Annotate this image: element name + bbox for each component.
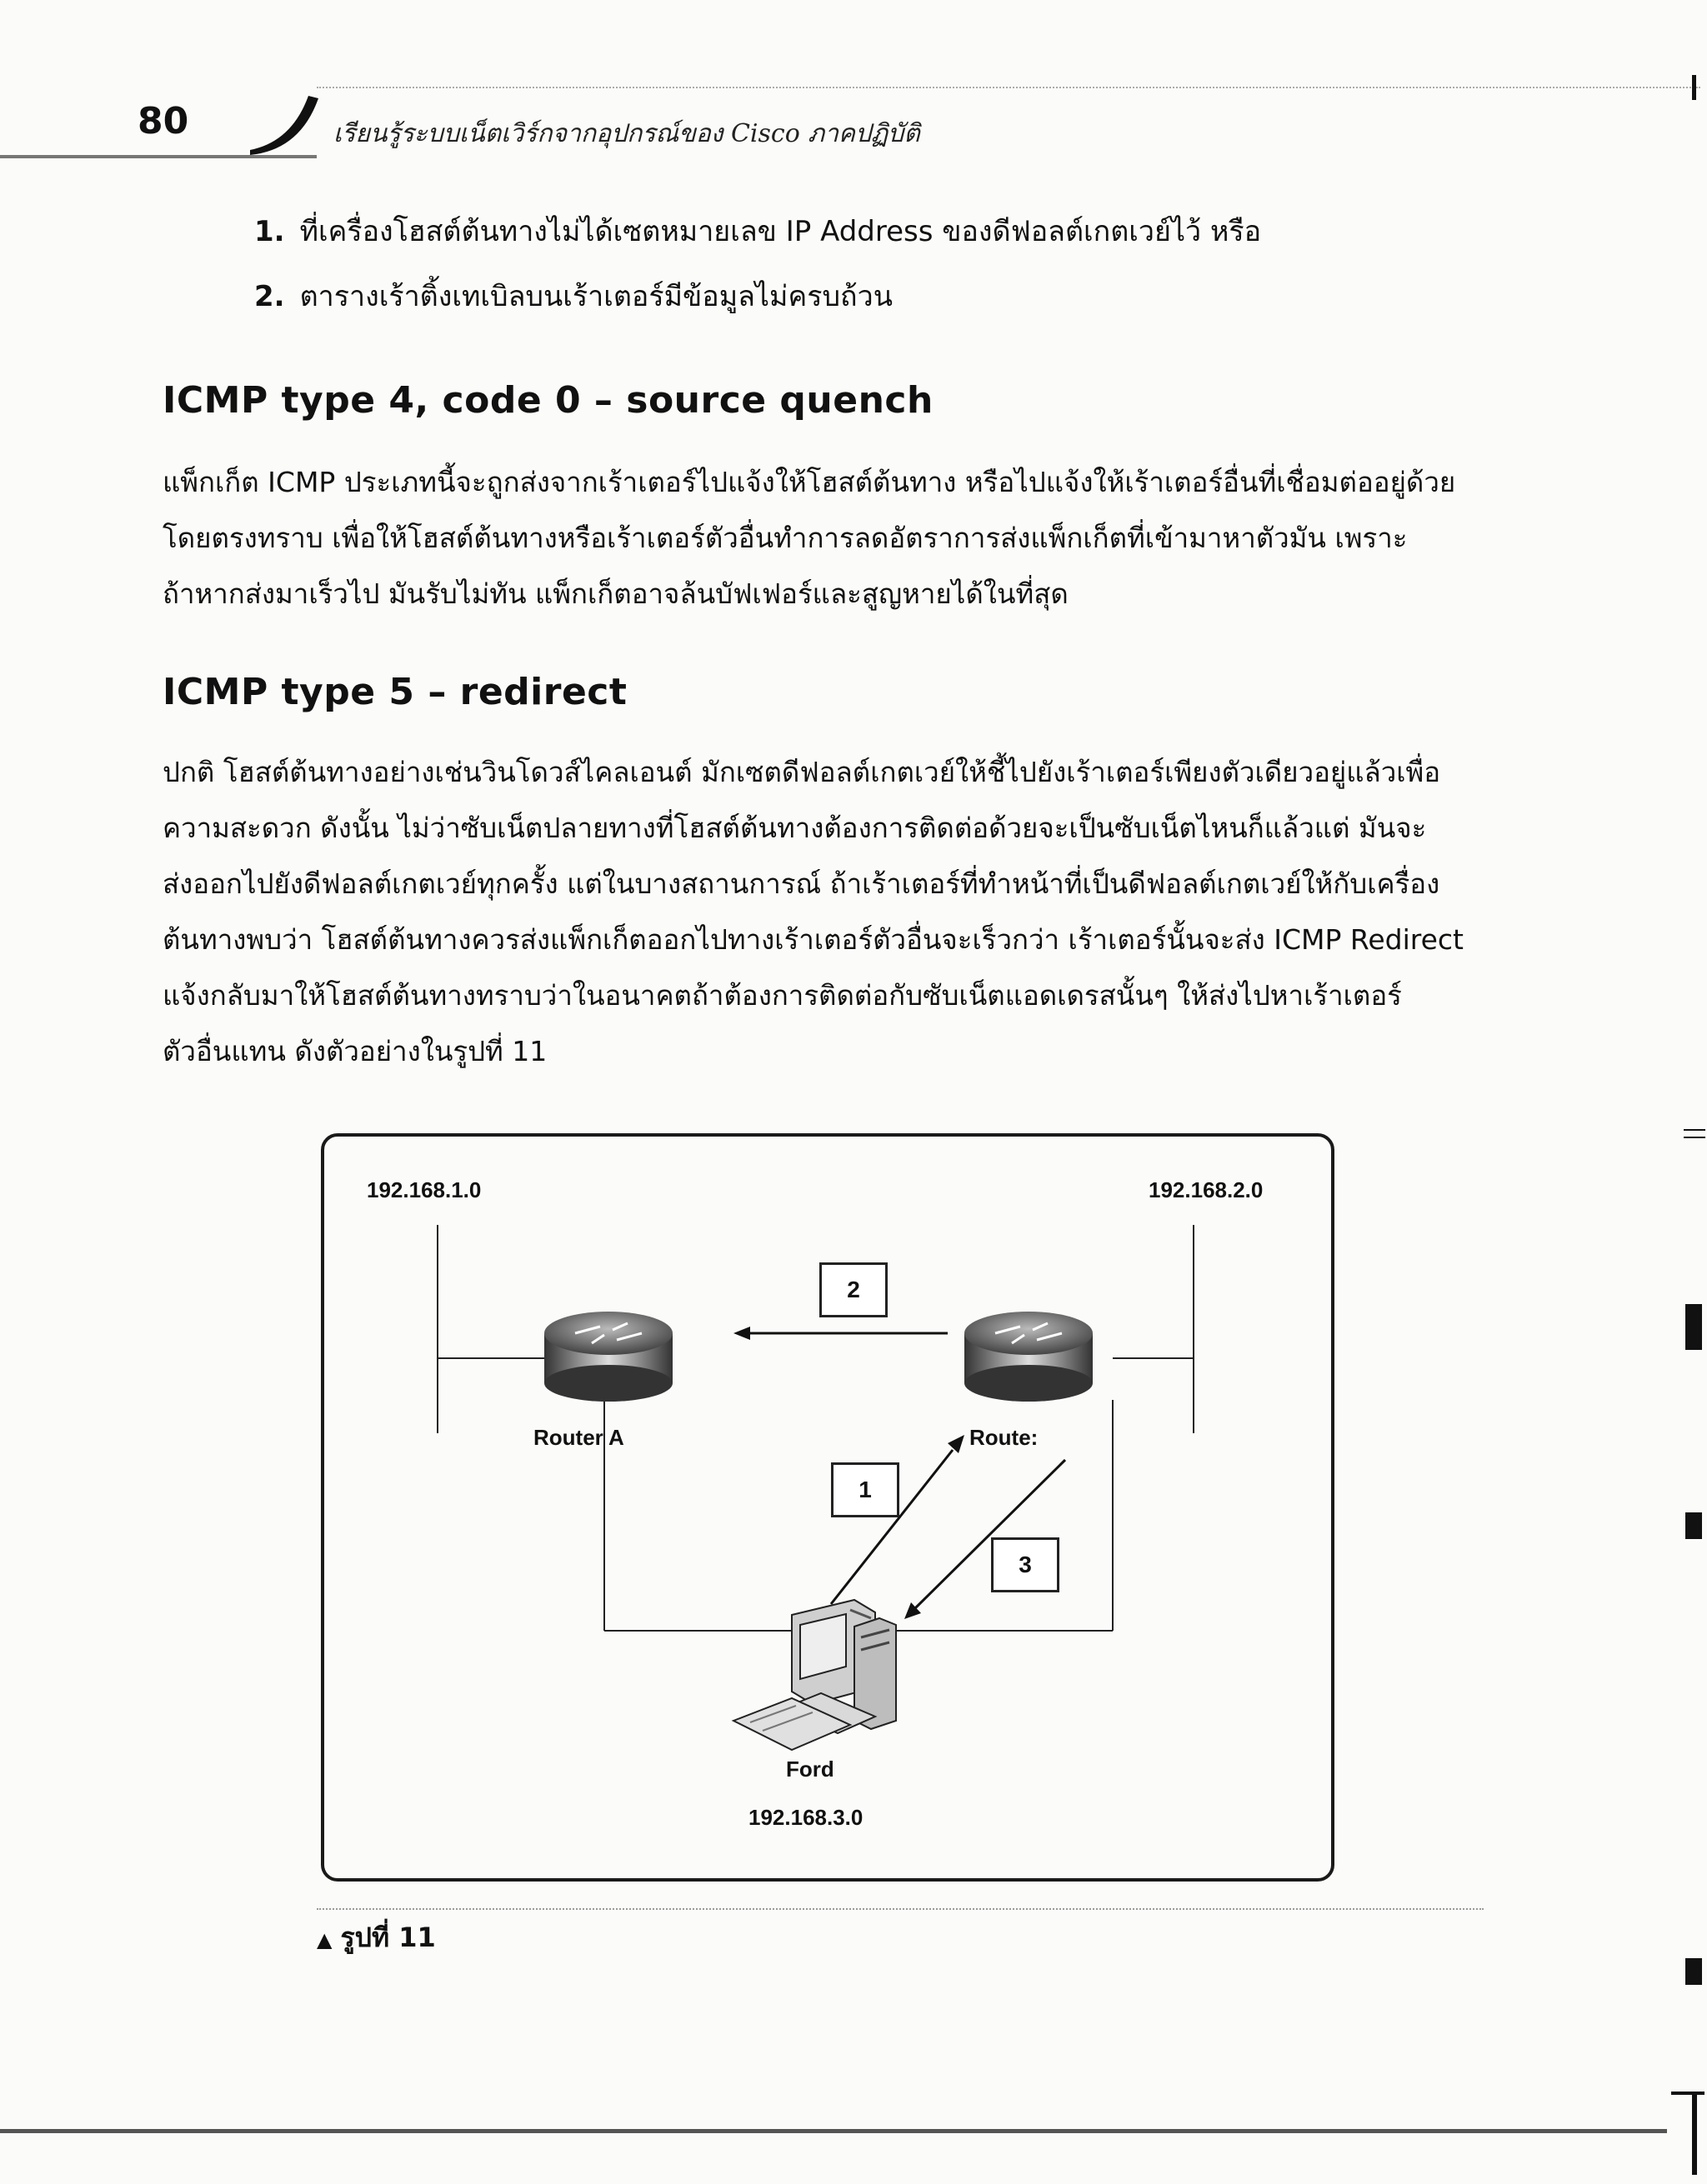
paragraph-line: ปกติ โฮสต์ต้นทางอย่างเช่นวินโดวส์ไคลเอนต์ มักเซตดีฟอลต์เกตเวย์ให้ชี้ไปยังเร้าเตอร์เพียงตัวเดียวอยู่แล้วเพื่อ — [163, 756, 1441, 788]
paragraph-line: แจ้งกลับมาให้โฮสต์ต้นทางทราบว่าในอนาคตถ้าต้องการติดต่อกับซับเน็ตแอดเดรสนั้นๆ ให้ส่งไปหาเร้าเตอร์ — [163, 979, 1402, 1012]
router-a-icon — [544, 1312, 673, 1402]
header-dotted-rule — [317, 87, 1700, 88]
host-label: Ford — [786, 1757, 834, 1782]
paragraph-line: ส่งออกไปยังดีฟอลต์เกตเวย์ทุกครั้ง แต่ในบางสถานการณ์ ถ้าเร้าเตอร์ที่ทำหน้าที่เป็นดีฟอลต์เกตเวย์ให้กับเครื่อง — [163, 867, 1440, 900]
paragraph-line: ความสะดวก ดังนั้น ไม่ว่าซับเน็ตปลายทางที่โฮสต์ต้นทางต้องการติดต่อด้วยจะเป็นซับเน็ตไหนก็แล้วแต่ มันจะ — [163, 812, 1427, 844]
margin-mark — [1684, 1129, 1705, 1131]
section-heading-redirect: ICMP type 5 – redirect — [163, 671, 628, 713]
router-b-icon — [964, 1312, 1093, 1402]
page-number: 80 — [138, 100, 189, 142]
list-text: ตารางเร้าติ้งเทเบิลบนเร้าเตอร์มีข้อมูลไม่ครบถ้วน — [299, 280, 893, 313]
header-swoosh-icon — [242, 92, 325, 158]
list-item — [254, 275, 893, 318]
caption-rule — [317, 1908, 1484, 1910]
margin-mark — [1685, 1958, 1702, 1985]
paragraph-line: แพ็กเก็ต ICMP ประเภทนี้จะถูกส่งจากเร้าเตอร์ไปแจ้งให้โฮสต์ต้นทาง หรือไปแจ้งให้เร้าเตอร์อื่นที่เชื่อมต่ออยู่ด้วย — [163, 466, 1456, 498]
router-a-label: Router A — [533, 1425, 624, 1450]
network-label-right: 192.168.2.0 — [1149, 1177, 1264, 1202]
host-computer-icon — [733, 1600, 896, 1750]
router-b-label: Route: — [969, 1425, 1039, 1450]
step-badge-2: 2 — [819, 1262, 888, 1317]
paragraph-line: ตัวอื่นแทน ดังตัวอย่างในรูปที่ 11 — [163, 1035, 548, 1067]
margin-mark — [1692, 2092, 1697, 2175]
caption-triangle-icon: ▲ — [317, 1928, 333, 1952]
margin-mark — [1671, 2092, 1704, 2095]
paragraph-line: โดยตรงทราบ เพื่อให้โฮสต์ต้นทางหรือเร้าเตอร์ตัวอื่นทำการลดอัตราการส่งแพ็กเก็ตที่เข้ามาหาตัวมัน เพราะ — [163, 522, 1408, 554]
section-heading-source-quench: ICMP type 4, code 0 – source quench — [163, 379, 934, 422]
paragraph-redirect — [163, 744, 1496, 1079]
step-badge-1: 1 — [831, 1462, 899, 1517]
step-badge-3: 3 — [991, 1537, 1059, 1592]
caption-text: รูปที่ 11 — [340, 1922, 436, 1953]
paragraph-source-quench — [163, 454, 1496, 622]
list-item — [254, 210, 1261, 253]
list-number: 2. — [254, 280, 285, 313]
footer-rule — [0, 2129, 1667, 2133]
network-label-bottom: 192.168.3.0 — [748, 1805, 864, 1830]
margin-mark — [1685, 1512, 1702, 1539]
header-corner-mark — [1692, 75, 1696, 100]
paragraph-line: ถ้าหากส่งมาเร็วไป มันรับไม่ทัน แพ็กเก็ตอาจล้นบัฟเฟอร์และสูญหายได้ในที่สุด — [163, 577, 1069, 610]
margin-mark — [1685, 1304, 1702, 1350]
list-number: 1. — [254, 215, 285, 248]
running-head: เรียนรู้ระบบเน็ตเวิร์กจากอุปกรณ์ของ Cisco ภาคปฏิบัติ — [333, 119, 920, 148]
list-text: ที่เครื่องโฮสต์ต้นทางไม่ได้เซตหมายเลข IP Address ของดีฟอลต์เกตเวย์ไว้ หรือ — [299, 215, 1262, 248]
margin-mark — [1684, 1137, 1705, 1138]
network-label-left: 192.168.1.0 — [367, 1177, 482, 1202]
figure-caption — [317, 1917, 436, 1959]
paragraph-line: ต้นทางพบว่า โฮสต์ต้นทางควรส่งแพ็กเก็ตออกไปทางเร้าเตอร์ตัวอื่นจะเร็วกว่า เร้าเตอร์นั้นจะส่ง ICMP Redirect — [163, 923, 1464, 956]
arrow-2-icon — [733, 1327, 948, 1340]
header-rule — [0, 155, 317, 158]
